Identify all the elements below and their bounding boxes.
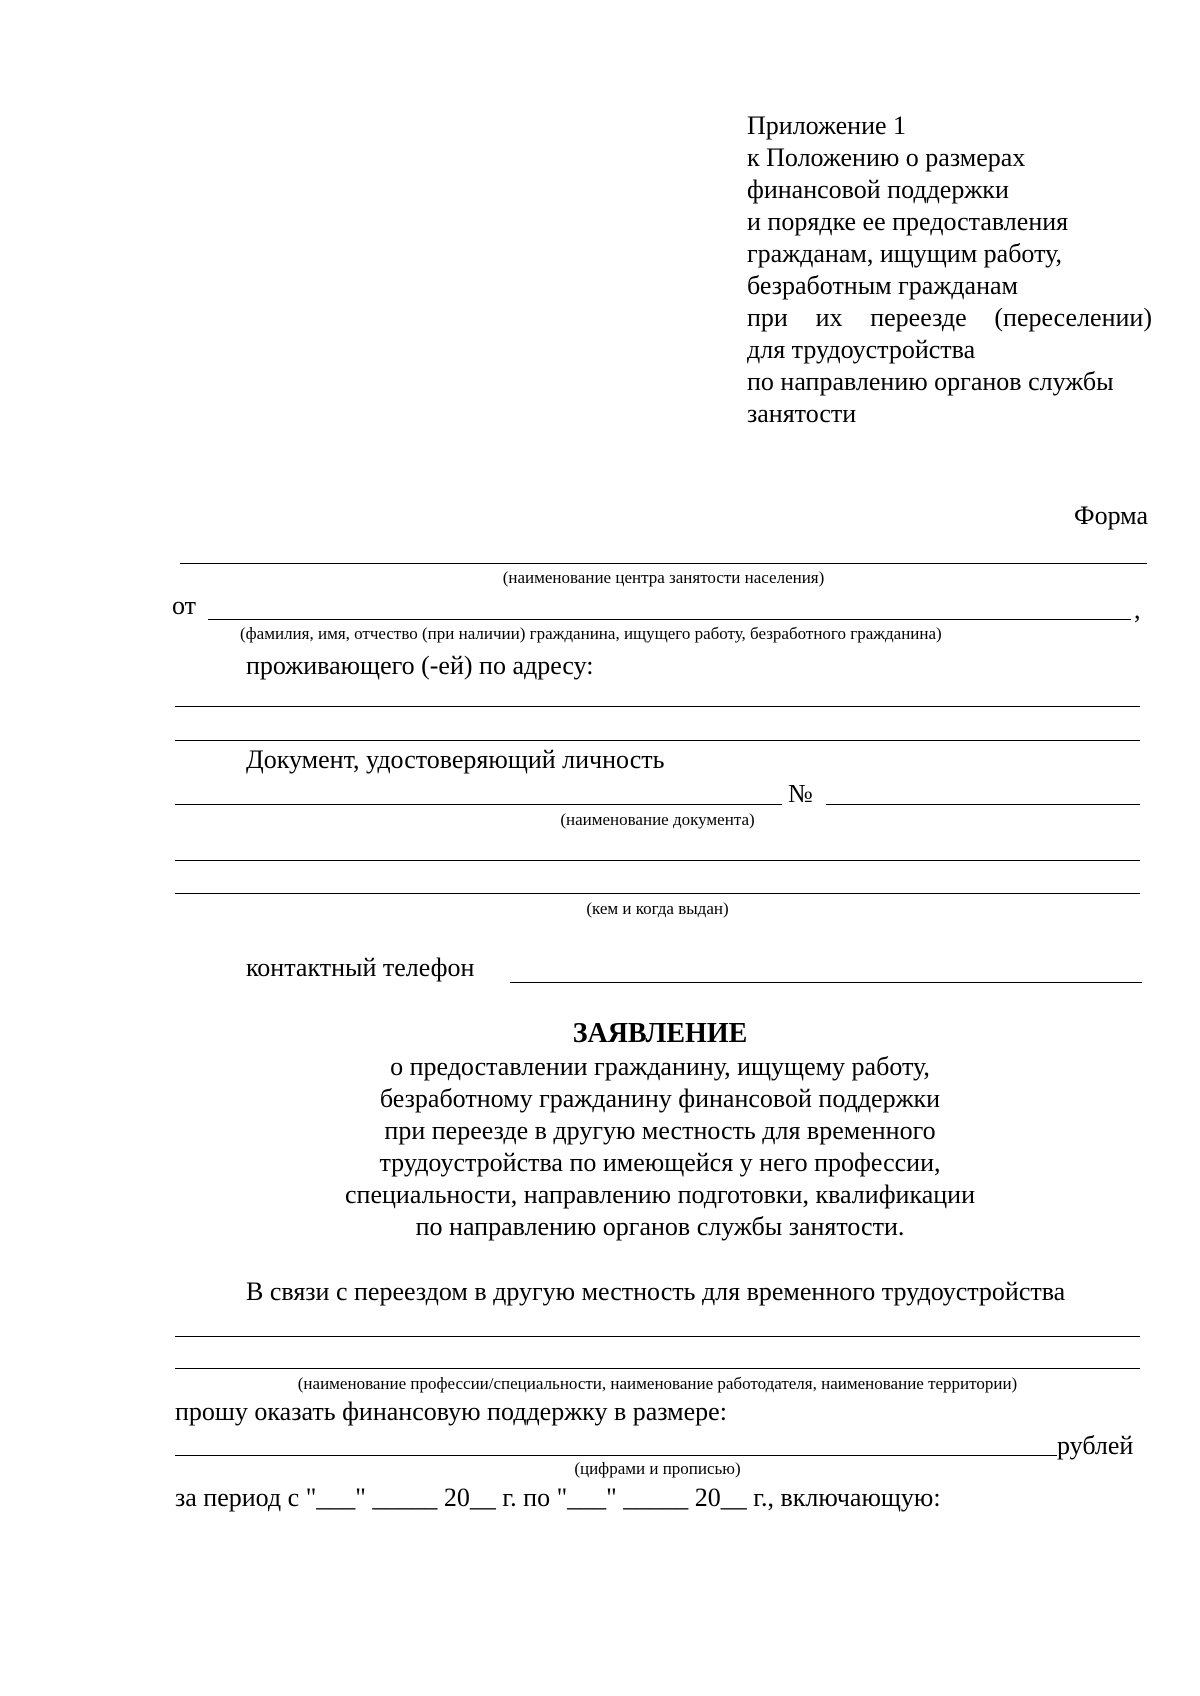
statement-line: трудоустройства по имеющейся у него профессии, <box>379 1148 941 1177</box>
form-label: Форма <box>1074 501 1148 530</box>
number-sign: № <box>788 779 813 808</box>
center-name-line[interactable] <box>180 563 1147 564</box>
currency-label: рублей <box>1057 1431 1134 1460</box>
issued-by-line-2[interactable] <box>175 893 1140 894</box>
statement-line: о предоставлении гражданину, ищущему работу, <box>390 1052 930 1081</box>
header-line: финансовой поддержки <box>747 175 1009 204</box>
header-line: занятости <box>747 399 857 428</box>
header-line: к Положению о размерах <box>747 143 1026 172</box>
statement-line: при переезде в другую местность для временного <box>384 1116 936 1145</box>
from-label: от <box>172 591 197 620</box>
id-document-name-line[interactable] <box>175 804 782 805</box>
id-document-number-line[interactable] <box>826 804 1140 805</box>
header-line: для трудоустройства <box>747 335 976 364</box>
applicant-caption: (фамилия, имя, отчество (при наличии) гражданина, ищущего работу, безработного гражданина) <box>240 624 942 643</box>
profession-line-1[interactable] <box>175 1336 1140 1337</box>
address-label: проживающего (-ей) по адресу: <box>246 651 594 680</box>
statement-block <box>0 1017 1200 1243</box>
header-line: гражданам, ищущим работу, <box>747 239 1063 268</box>
center-name-caption: (наименование центра занятости населения) <box>502 568 825 587</box>
address-line-2[interactable] <box>175 740 1140 741</box>
header-line: и порядке ее предоставления <box>747 207 1069 236</box>
applicant-name-line[interactable] <box>208 619 1131 620</box>
from-comma: , <box>1134 595 1141 624</box>
statement-title: ЗАЯВЛЕНИЕ <box>572 1018 748 1049</box>
issued-by-line-1[interactable] <box>175 860 1140 861</box>
statement-line: специальности, направлению подготовки, квалификации <box>345 1180 975 1209</box>
issued-by-caption: (кем и когда выдан) <box>586 899 729 918</box>
phone-label: контактный телефон <box>246 953 475 982</box>
period-text: за период с "___" _____ 20__ г. по "___" _____ 20__ г., включающую: <box>175 1483 941 1512</box>
amount-caption: (цифрами и прописью) <box>574 1459 741 1478</box>
header-line: Приложение 1 <box>747 111 907 140</box>
statement-line: безработному гражданину финансовой поддержки <box>379 1084 941 1113</box>
statement-line: по направлению органов службы занятости. <box>415 1212 905 1241</box>
phone-line[interactable] <box>510 982 1142 983</box>
intro-text: В связи с переездом в другую местность для временного трудоустройства <box>246 1277 1066 1306</box>
header-line: по направлению органов службы <box>747 367 1114 396</box>
profession-caption: (наименование профессии/специальности, наименование работодателя, наименование территории) <box>297 1374 1018 1393</box>
appendix-header <box>747 110 1167 430</box>
document-name-caption: (наименование документа) <box>560 810 755 829</box>
request-text: прошу оказать финансовую поддержку в размере: <box>175 1397 727 1426</box>
amount-line[interactable] <box>175 1455 1057 1456</box>
header-line: безработным гражданам <box>747 271 1018 300</box>
header-line: при их переезде (переселении) <box>747 303 1152 332</box>
address-line-1[interactable] <box>175 706 1140 707</box>
profession-line-2[interactable] <box>175 1368 1140 1369</box>
id-document-label: Документ, удостоверяющий личность <box>246 745 665 774</box>
